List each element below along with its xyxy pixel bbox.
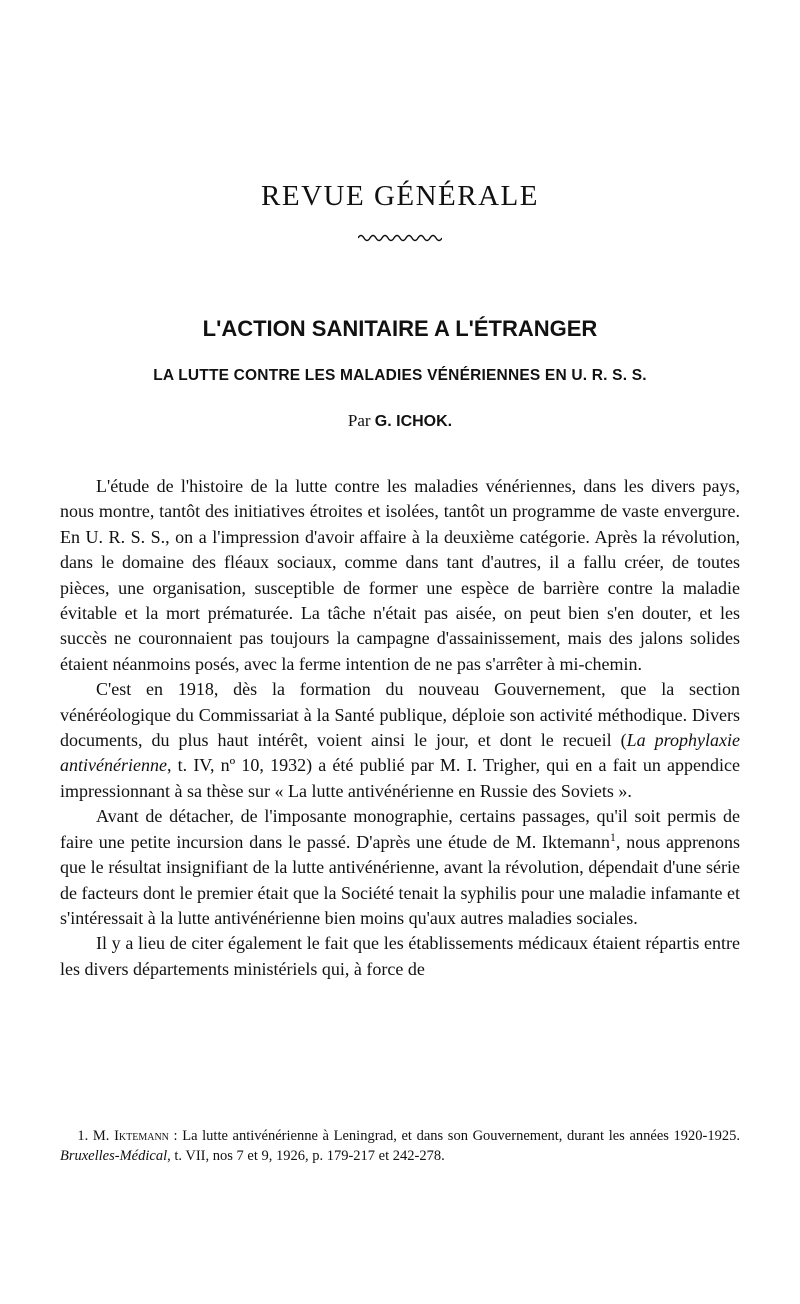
paragraph-3-end: , nous apprenons que le résultat insignifiant de la lutte antivénérienne, avant la révolution, dépendait d'une série de facteurs dont le premier était que la Société tenait la syphilis pour une maladie infamante et s'intéressait à la lutte antivénérienne bien moins qu'aux autres maladies sociales.	[60, 831, 741, 928]
footnote-text-b: , t. VII, nos 7 et 9, 1926, p. 179-217 et 242-278.	[167, 1148, 445, 1164]
article-subtitle: LA LUTTE CONTRE LES MALADIES VÉNÉRIENNES EN U. R. S. S.	[153, 367, 647, 384]
article-body	[60, 474, 740, 982]
paragraph-2-start: C'est en 1918, dès la formation du nouveau Gouvernement, que la section vénéréologique du Commissariat à la Santé publique, déploie son activité méthodique. Divers documents, du plus haut intérêt, voient ainsi le jour, et dont le recueil (	[60, 679, 740, 751]
paragraph-3	[60, 804, 740, 931]
byline	[60, 411, 740, 431]
byline-prefix: Par	[347, 411, 371, 430]
paragraph-4: Il y a lieu de citer également le fait que les établissements médicaux étaient répartis entre les divers départements ministériels qui, à force de	[60, 933, 740, 979]
section-title: REVUE GÉNÉRALE	[261, 180, 539, 212]
footnote-text-a: : La lutte antivénérienne à Leningrad, et dans son Gouvernement, durant les années 1920-1925.	[168, 1128, 740, 1144]
footnote-journal: Bruxelles-Médical	[60, 1148, 168, 1164]
page	[60, 0, 740, 1304]
footnote	[60, 1126, 740, 1166]
wavy-ornament-icon	[358, 232, 442, 242]
paragraph-1: L'étude de l'histoire de la lutte contre les maladies vénériennes, dans les divers pays, nous montre, tantôt des initiatives étroites et isolées, tantôt un programme de vaste envergure. En U. R. S. S., on a l'impression d'avoir affaire à la deuxième catégorie. Après la révolution, dans le domaine des fléaux sociaux, comme dans tant d'autres, il a fallu créer, de toutes pièces, une organisation, susceptible de former une espèce de barrière contre la maladie évitable et la mort prématurée. La tâche n'était pas aisée, on peut bien s'en douter, et les succès ne couronnaient pas toujours la campagne d'assainissement, mais des jalons solides étaient néanmoins posés, avec la ferme intention de ne pas s'arrêter à mi-chemin.	[60, 476, 740, 674]
footnote-marker: 1	[610, 830, 616, 844]
footnote-author: Iktemann	[114, 1128, 169, 1144]
paragraph-2-italic: La prophylaxie antivénérienne	[60, 730, 740, 776]
paragraph-3-start: Avant de détacher, de l'imposante monographie, certains passages, qu'il soit permis de faire une petite incursion dans le passé. D'après une étude de M. Iktemann	[60, 806, 740, 852]
author-name: G. ICHOK.	[374, 413, 453, 430]
paragraph-2-end: , t. IV, nº 10, 1932) a été publié par M. I. Trigher, qui en a fait un appendice impressionnant à sa thèse sur « La lutte antivénérienne en Russie des Soviets ».	[60, 755, 740, 801]
footnote-number: 1. M.	[77, 1128, 110, 1144]
article-title: L'ACTION SANITAIRE A L'ÉTRANGER	[202, 316, 598, 341]
paragraph-2	[60, 677, 740, 804]
